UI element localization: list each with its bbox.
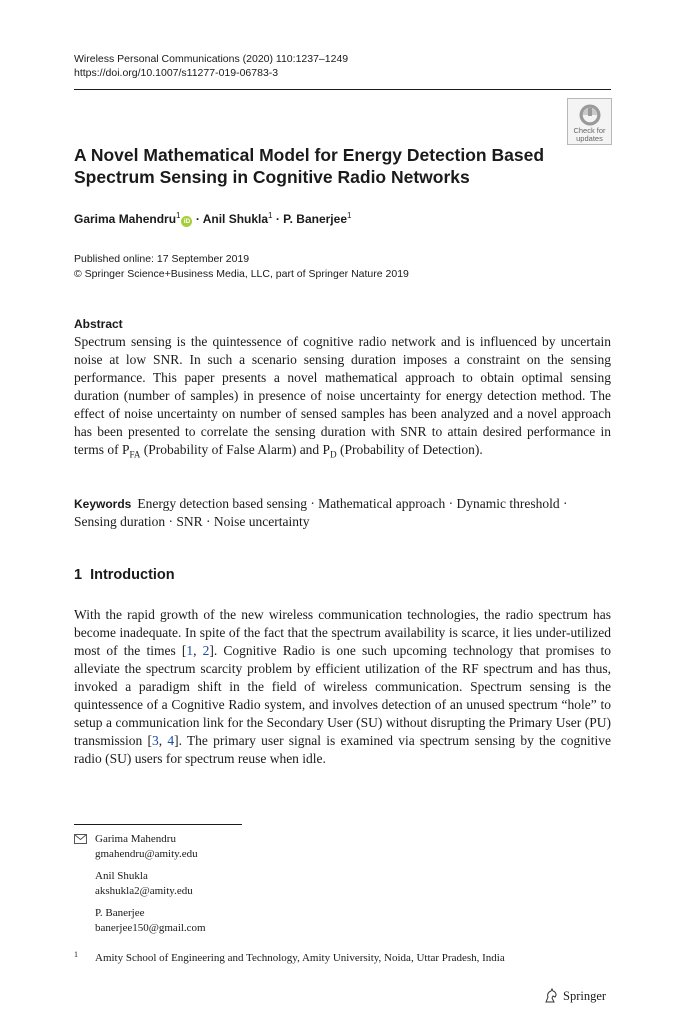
citation-link[interactable]: 3 — [151, 733, 159, 748]
citation-link[interactable]: 1 — [186, 643, 194, 658]
author-separator: · — [272, 212, 284, 226]
affiliation-number: 1 — [74, 950, 78, 959]
title-line-2: Spectrum Sensing in Cognitive Radio Networks — [74, 167, 470, 187]
abstract-text — [74, 333, 611, 464]
badge-line1: Check for — [573, 126, 606, 135]
section-title: Introduction — [90, 567, 175, 583]
citation-separator: , — [193, 643, 203, 658]
footnote-rule — [74, 824, 242, 825]
contact-email[interactable]: akshukla2@amity.edu — [95, 884, 193, 897]
author-affil-sup: 1 — [268, 211, 273, 220]
section-number: 1 — [74, 567, 83, 583]
author-separator: · — [192, 212, 203, 226]
intro-text: ]. The primary user signal is examined via spectrum sensing by the cognitive radio (SU) users for spectrum reuse when idle. — [74, 733, 612, 766]
check-for-updates-badge[interactable] — [567, 98, 612, 145]
subscript-fa: FA — [129, 449, 141, 460]
article-title — [74, 144, 554, 188]
keywords — [74, 495, 611, 531]
crossmark-icon — [578, 103, 602, 127]
contact-email[interactable]: gmahendru@amity.edu — [95, 847, 198, 860]
abstract-part-c: (Probability of Detection). — [336, 442, 483, 457]
intro-text: ]. Cognitive Radio is one such upcoming technology that promises to alleviate the spectrum scarcity problem by efficient utilization of the RF spectrum and has thus, invoked a paradigm shift in the field of wireless communication. Spectrum sensing is the quintessence of a Cognitive Radio system, and involves detection of an unused spectrum “hole” to setup a communication link for the Secondary User (SU) without disrupting the Primary User (PU) transmission [ — [74, 643, 611, 748]
publisher-name: Springer — [563, 988, 607, 1003]
contact-name: P. Banerjee — [95, 907, 145, 919]
publication-info — [74, 252, 409, 282]
contact-block — [95, 869, 193, 898]
published-date: Published online: 17 September 2019 — [74, 253, 250, 265]
abstract-heading: Abstract — [74, 317, 123, 331]
contact-block — [95, 832, 198, 861]
author-name[interactable]: Anil Shukla — [202, 212, 269, 226]
publisher-logo — [543, 988, 606, 1004]
badge-line2: updates — [576, 134, 603, 143]
author-name[interactable]: P. Banerjee — [283, 212, 347, 226]
contact-block — [95, 906, 206, 935]
intro-text: With the rapid growth of the new wireless communication technologies, the radio spectrum has become inadequate. In spite of the fact that the spectrum availability is scarce, it lies under-utilized most of the times [ — [74, 607, 611, 658]
keywords-heading: Keywords — [74, 497, 132, 511]
citation-link[interactable]: 2 — [202, 643, 210, 658]
author-name[interactable]: Garima Mahendru — [74, 212, 177, 226]
contact-email[interactable]: banerjee150@gmail.com — [95, 921, 206, 934]
envelope-icon — [74, 834, 87, 844]
doi-link[interactable]: https://doi.org/10.1007/s11277-019-06783-3 — [74, 67, 279, 79]
citation-link[interactable]: 4 — [167, 733, 175, 748]
subscript-d: D — [330, 449, 337, 460]
keywords-text: Energy detection based sensing · Mathematical approach · Dynamic threshold · Sensing duration · SNR · Noise uncertainty — [74, 496, 568, 529]
journal-name: Wireless Personal Communications (2020) 110:1237–1249 — [74, 53, 349, 65]
author-affil-sup: 1 — [176, 211, 181, 220]
orcid-icon[interactable]: iD — [181, 216, 192, 227]
contact-name: Anil Shukla — [95, 870, 148, 882]
journal-citation — [74, 52, 348, 80]
affiliation: Amity School of Engineering and Technology, Amity University, Noida, Uttar Pradesh, India — [95, 952, 505, 964]
abstract-part-b: (Probability of False Alarm) and P — [140, 442, 331, 457]
author-affil-sup: 1 — [347, 211, 352, 220]
author-list — [74, 211, 351, 227]
title-line-1: A Novel Mathematical Model for Energy Detection Based — [74, 145, 545, 165]
header-rule — [74, 89, 611, 90]
citation-separator: , — [158, 733, 168, 748]
intro-paragraph — [74, 606, 611, 768]
copyright: © Springer Science+Business Media, LLC, part of Springer Nature 2019 — [74, 268, 409, 280]
contact-name: Garima Mahendru — [95, 833, 176, 845]
springer-horse-icon — [543, 988, 559, 1004]
abstract-part-a: Spectrum sensing is the quintessence of cognitive radio network and is influenced by uncertain noise at low SNR. In such a scenario sensing duration imposes a constraint on the sensing performance. This paper presents a novel mathematical approach to obtain optimal sensing duration (number of samples) in presence of noise uncertainty for energy detection method. The effect of noise uncertainty on number of sensed samples has been analyzed and a novel approach has been presented to correlate the sensing duration with SNR to attain desired performance in terms of P — [74, 334, 611, 457]
section-heading — [74, 567, 175, 583]
